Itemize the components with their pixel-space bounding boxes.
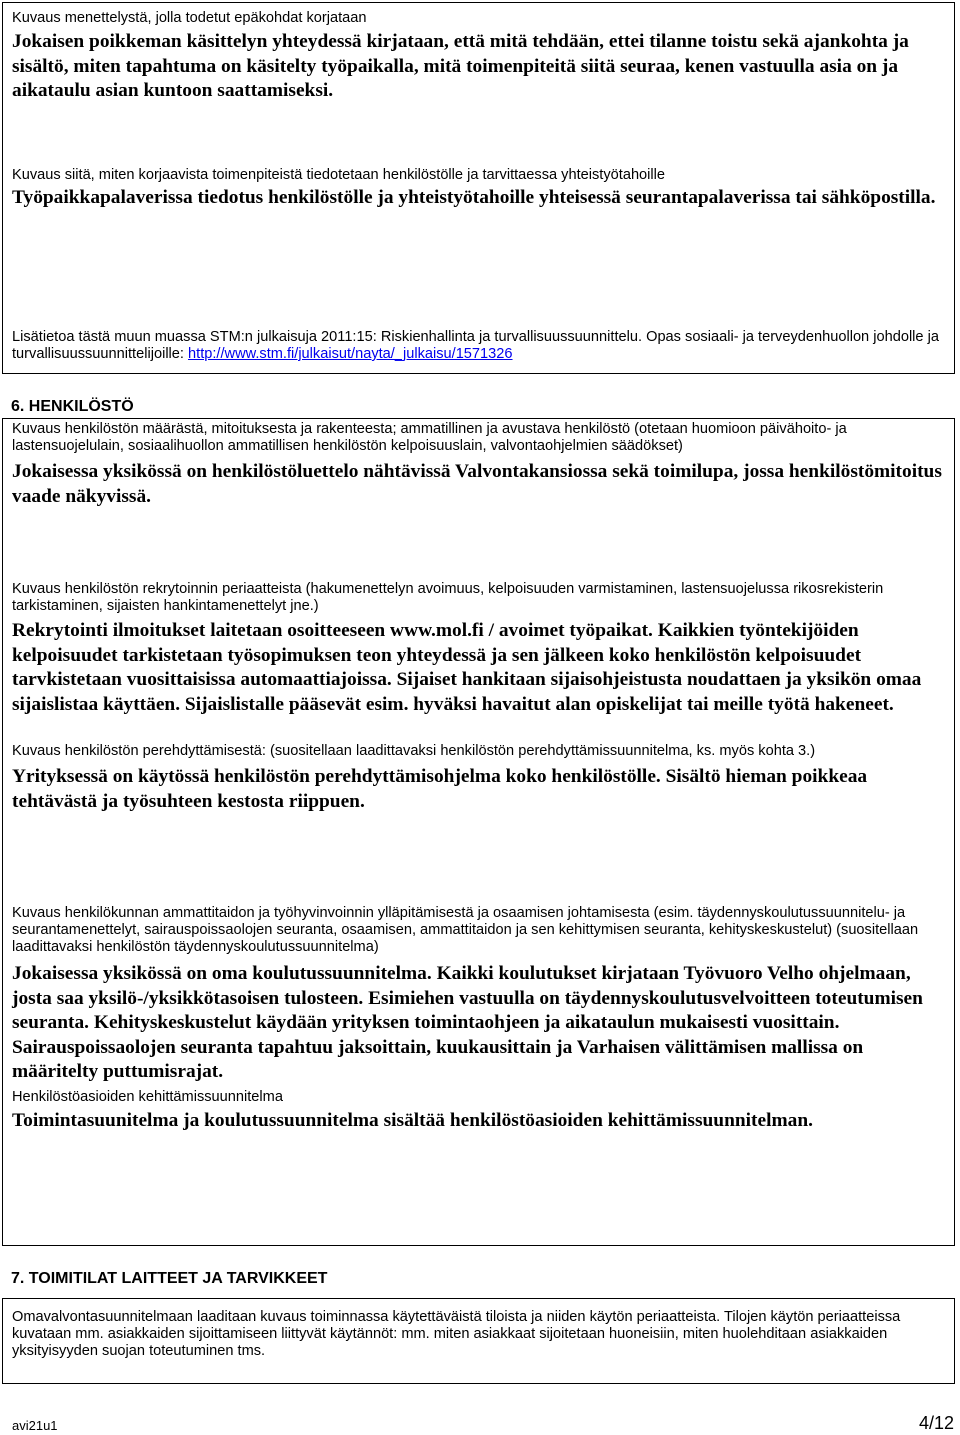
corrections-box — [2, 2, 955, 374]
footer-doc-code: avi21u1 — [12, 1418, 58, 1433]
orient-text: Yrityksessä on käytössä henkilöstön perehdyttämisohjelma koko henkilöstölle. Sisältö hieman poikkeaa tehtävästä ja työsuhteen kestosta riippuen. — [12, 766, 868, 812]
orient-label: Kuvaus henkilöstön perehdyttämisestä: (suositellaan laadittavaksi henkilöstön perehdyttämissuunnitelma, ks. myös kohta 3.) — [12, 743, 816, 759]
recruit-text: Rekrytointi ilmoitukset laitetaan osoitteeseen www.mol.fi / avoimet työpaikat. Kaikkien työntekijöiden kelpoisuudet tarkistetaan työsopimuksen teon yhteydessä ja sen jälkeen koko henkilöstön kelpoisuudet tarvkistetaan vuosittaisissa automaattiajoissa. Sijaiset hankitaan sijaisohjeistusta noudattaen ja yksikön omaa sijaislistaa käyttäen. Sijaislistalle pääsevät esim. hyväksi havaitut alan opiskelijat tai meille työtä hakeneet. — [12, 620, 922, 715]
skills-label: Kuvaus henkilökunnan ammattitaidon ja työhyvinvoinnin ylläpitämisestä ja osaamisen johtamisesta (esim. täydennyskoulutussuunnitelu- ja seurantamenettelyt, sairauspoissaolojen seuranta, osaamisen, ammattitaidon ja sen kehittymisen seuranta, kehityskeskustelut) (suositellaan laadittavaksi henkilöstön täydennyskoulutussuunnitelma) — [12, 905, 919, 955]
staff-box — [2, 418, 955, 1246]
staff-text: Jokaisessa yksikössä on henkilöstöluettelo nähtävissä Valvontakansiossa sekä toimilupa, jossa henkilöstömitoitus vaade näkyvissä. — [12, 461, 942, 507]
info-paragraph — [12, 329, 946, 363]
inform-text: Työpaikkapalaverissa tiedotus henkilöstölle ja yhteistyötahoille yhteisessä seurantapalaverissa tai sähköpostilla. — [12, 187, 936, 208]
corrections-label: Kuvaus menettelystä, jolla todetut epäkohdat korjataan — [12, 10, 367, 26]
devplan-label: Henkilöstöasioiden kehittämissuunnitelma — [12, 1089, 283, 1105]
premises-text: Omavalvontasuunnitelmaan laaditaan kuvaus toiminnassa käytettäväistä tiloista ja niiden käytön periaatteista. Tilojen käytön periaatteissa kuvataan mm. asiakkaiden sijoittamiseen liittyvät käytännöt: mm. miten asiakkaat sijoitetaan huoneisiin, miten huolehditaan asiakkaiden yksityisyyden suojan toteutuminen tms. — [12, 1309, 901, 1359]
footer-page-number: 4/12 — [918, 1413, 954, 1433]
recruit-label: Kuvaus henkilöstön rekrytoinnin periaatteista (hakumenettelyn avoimuus, kelpoisuuden varmistaminen, lastensuojelussa rikosrekisterin tarkistaminen, sijaisten hankintamenettelyt jne.) — [12, 581, 884, 614]
inform-label: Kuvaus siitä, miten korjaavista toimenpiteistä tiedotetaan henkilöstölle ja tarvittaessa yhteistyötahoille — [12, 167, 666, 183]
section-7-heading: 7. TOIMITILAT LAITTEET JA TARVIKKEET — [11, 1270, 328, 1287]
corrections-text: Jokaisen poikkeman käsittelyn yhteydessä kirjataan, että mitä tehdään, ettei tilanne toistu sekä ajankohta ja sisältö, miten tapahtuma on käsitelty työpaikalla, mitä toimenpiteitä siitä seuraa, kenen vastuulla asia on ja aikataulu asian kuntoon saattamiseksi. — [12, 31, 909, 102]
info-link[interactable]: http://www.stm.fi/julkaisut/nayta/_julkaisu/1571326 — [188, 346, 513, 362]
staff-label: Kuvaus henkilöstön määrästä, mitoituksesta ja rakenteesta; ammatillinen ja avustava henkilöstö (otetaan huomioon päivähoito- ja lastensuojelulain, sosiaalihuollon ammatillisen henkilöstön kelpoisuuslain, valvontaohjelmien säädökset) — [12, 421, 847, 454]
premises-box — [2, 1298, 955, 1384]
skills-text: Jokaisessa yksikössä on oma koulutussuunnitelma. Kaikki koulutukset kirjataan Työvuoro Velho ohjelmaan, josta saa yksilö-/yksikkötasoisen tulosteen. Esimiehen vastuulla on täydennyskoulutusvelvoitteen toteutumisen seuranta. Kehityskeskustelut käydään yrityksen toimintaohjeen ja aikataulun mukaisesti vuosittain. Sairauspoissaolojen seuranta tapahtuu jaksoittain, kuukausittain ja Varhaisen välittämisen mallissa on määritelty puttumisrajat. — [12, 963, 923, 1083]
section-6-heading: 6. HENKILÖSTÖ — [11, 398, 134, 415]
devplan-text: Toimintasuunitelma ja koulutussuunnitelma sisältää henkilöstöasioiden kehittämissuunnitelman. — [12, 1110, 813, 1131]
info-text: Lisätietoa tästä muun muassa STM:n julkaisuja 2011:15: Riskienhallinta ja turvallisuussuunnittelu. Opas sosiaali- ja terveydenhuollon johdolle ja turvallisuussuunnittelijoille: — [12, 329, 939, 362]
